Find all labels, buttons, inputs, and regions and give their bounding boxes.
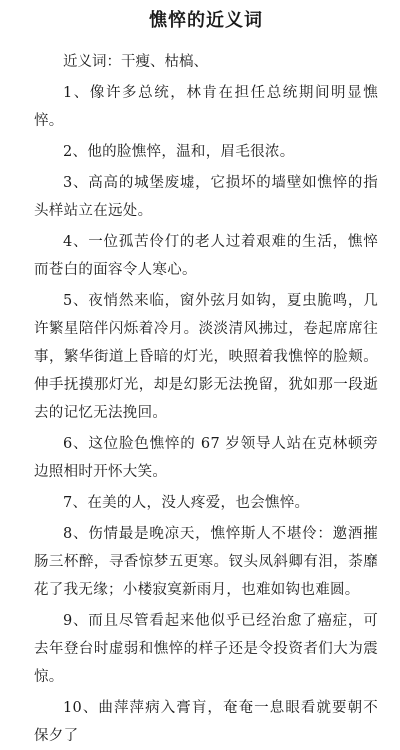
example-sentence-5: 5、夜悄然来临，窗外弦月如钩，夏虫脆鸣，几许繁星陪伴闪烁着冷月。淡淡清风拂过，卷起席席往事，繁华街道上昏暗的灯光，映照着我憔悴的脸颊。伸手抚摸那灯光，却是幻影无法挽留，犹如那一段逝去的记忆无法挽回。 — [34, 293, 378, 421]
example-sentence-3: 3、高高的城堡废墟，它损坏的墙壁如憔悴的指头样站立在远处。 — [34, 175, 378, 219]
example-sentence-2: 2、他的脸憔悴，温和，眉毛很浓。 — [63, 144, 295, 160]
example-sentence-8: 8、伤情最是晚凉天，憔悴斯人不堪伶：邀酒摧肠三杯醉，寻香惊梦五更寒。钗头凤斜卿有泪，荼靡花了我无缘；小楼寂寞新雨月，也难如钩也难圆。 — [34, 526, 378, 598]
example-sentence-7: 7、在美的人，没人疼爱，也会憔悴。 — [63, 495, 310, 511]
example-sentence-1: 1、像许多总统，林肯在担任总统期间明显憔悴。 — [34, 85, 378, 129]
synonyms-line: 近义词：干瘦、枯槁、 — [63, 54, 208, 70]
document-title: 憔悴的近义词 — [149, 10, 263, 31]
example-sentence-4: 4、一位孤苦伶仃的老人过着艰难的生活，憔悴而苍白的面容令人寒心。 — [34, 234, 378, 278]
example-sentence-10: 10、曲萍萍病入膏肓，奄奄一息眼看就要朝不保夕了 — [34, 700, 378, 744]
example-sentence-9: 9、而且尽管看起来他似乎已经治愈了癌症，可去年登台时虚弱和憔悴的样子还是令投资者们大为震惊。 — [34, 613, 378, 685]
example-sentence-6: 6、这位脸色憔悴的 67 岁领导人站在克林顿旁边照相时开怀大笑。 — [34, 436, 378, 480]
